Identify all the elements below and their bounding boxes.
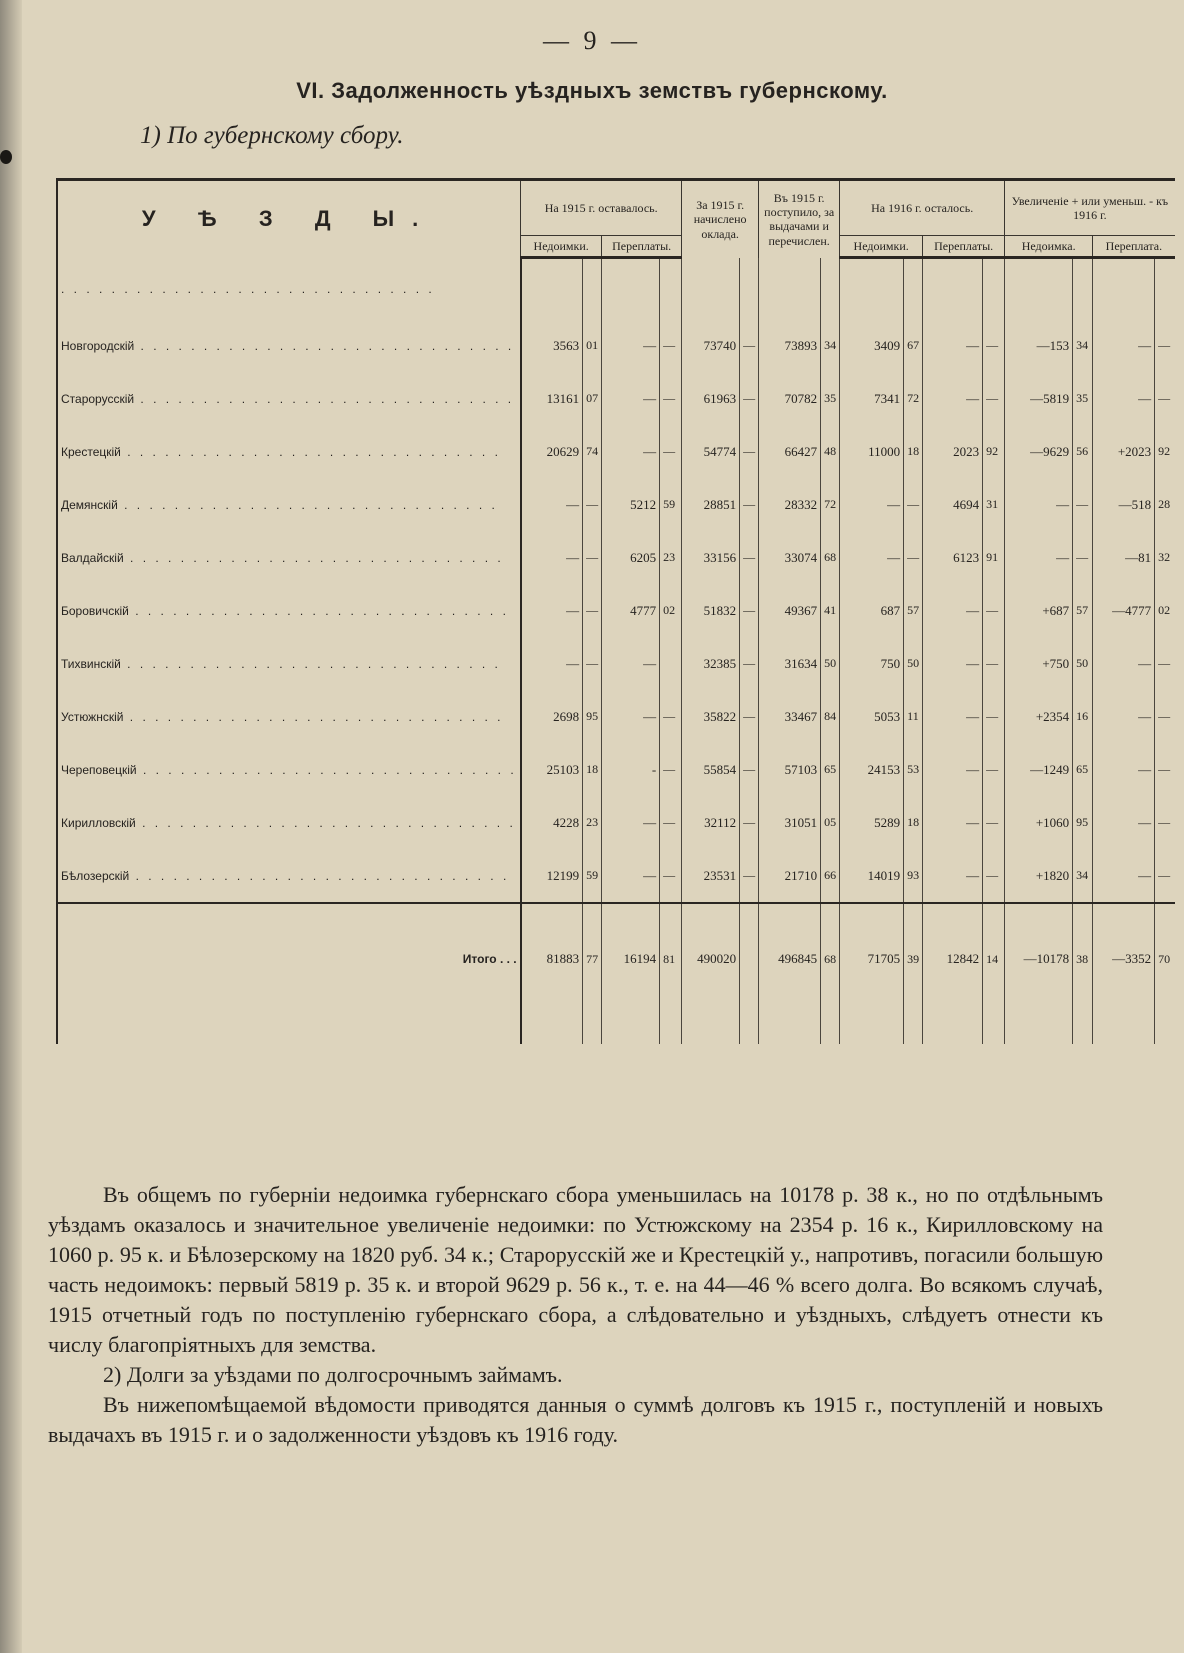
- cell-rubles: +2023: [1093, 425, 1155, 478]
- cell-rubles: 23531: [682, 849, 740, 903]
- cell-kopecks: —: [660, 796, 682, 849]
- cell-kopecks: 67: [904, 319, 923, 372]
- cell-kopecks: 14: [983, 903, 1005, 1014]
- cell-kopecks: 92: [1155, 425, 1175, 478]
- cell-rubles: 28332: [759, 478, 821, 531]
- table-row: [57, 690, 1175, 743]
- cell-kopecks: —: [983, 849, 1005, 903]
- cell-rubles: —: [602, 637, 660, 690]
- cell-kopecks: —: [660, 372, 682, 425]
- uezd-name: Валдайскій . . .: [57, 531, 521, 584]
- cell-rubles: 20629: [521, 425, 583, 478]
- cell-kopecks: —: [583, 584, 602, 637]
- cell-kopecks: 65: [821, 743, 840, 796]
- section-title: VI. Задолженность уѣздныхъ земствъ губернскому.: [296, 78, 888, 103]
- table-row: [57, 637, 1175, 690]
- cell-kopecks: 93: [904, 849, 923, 903]
- cell-rubles: 32112: [682, 796, 740, 849]
- cell-kopecks: 35: [821, 372, 840, 425]
- cell-rubles: 3409: [840, 319, 904, 372]
- cell-rubles: 16194: [602, 903, 660, 1014]
- cell-kopecks: —: [740, 743, 759, 796]
- cell-rubles: —: [521, 637, 583, 690]
- debt-table: [56, 178, 1175, 1044]
- cell-rubles: 21710: [759, 849, 821, 903]
- cell-kopecks: —: [740, 849, 759, 903]
- header-change: Увеличеніе + или уменьш. - къ 1916 г.: [1005, 180, 1175, 236]
- cell-rubles: 55854: [682, 743, 740, 796]
- cell-rubles: 31634: [759, 637, 821, 690]
- cell-kopecks: —: [983, 637, 1005, 690]
- cell-kopecks: 48: [821, 425, 840, 478]
- cell-rubles: 33074: [759, 531, 821, 584]
- cell-kopecks: —: [740, 531, 759, 584]
- cell-rubles: 6205: [602, 531, 660, 584]
- cell-rubles: —: [521, 584, 583, 637]
- cell-rubles: —: [923, 849, 983, 903]
- cell-kopecks: 57: [1073, 584, 1093, 637]
- summary-paragraph: Въ общемъ по губерніи недоимка губернскаго сбора уменьшилась на 10178 р. 38 к., но по отдѣльнымъ уѣздамъ оказалось и значительное увеличеніе недоимки: по Устюжскому на 2354 р. 16 к., Кирилловскому на 1060 р. 95 к. и Бѣлозерскому на 1820 руб. 34 к.; Старорусскій же и Крестецкій у., напротивъ, погасили большую часть недоимокъ: первый 5819 р. 35 к. и второй 9629 р. 56 к., т. е. на 44—46 % всего долга. Во всякомъ случаѣ, 1915 отчетный годъ по поступленію губернскаго сбора, а слѣдовательно и уѣздныхъ, слѣдуетъ отнести къ числу благопріятныхъ для земства.: [48, 1182, 1103, 1357]
- cell-rubles: —518: [1093, 478, 1155, 531]
- cell-rubles: 54774: [682, 425, 740, 478]
- cell-rubles: —: [923, 690, 983, 743]
- cell-kopecks: —: [983, 584, 1005, 637]
- cell-rubles: —: [1093, 849, 1155, 903]
- cell-kopecks: 35: [1073, 372, 1093, 425]
- table-row: [57, 796, 1175, 849]
- cell-kopecks: 91: [983, 531, 1005, 584]
- header-overpaid-change: Переплата.: [1093, 236, 1175, 258]
- cell-kopecks: 95: [1073, 796, 1093, 849]
- cell-rubles: —: [1093, 796, 1155, 849]
- table-spacer-row: [57, 258, 1175, 320]
- header-overpaid-1915: Переплаты.: [602, 236, 682, 258]
- cell-kopecks: —: [904, 478, 923, 531]
- cell-rubles: 5289: [840, 796, 904, 849]
- cell-rubles: —: [602, 372, 660, 425]
- cell-rubles: 11000: [840, 425, 904, 478]
- cell-kopecks: —: [983, 319, 1005, 372]
- cell-rubles: 61963: [682, 372, 740, 425]
- uezd-name: Демянскій . . .: [57, 478, 521, 531]
- cell-kopecks: —: [583, 478, 602, 531]
- cell-kopecks: [660, 637, 682, 690]
- cell-rubles: 2698: [521, 690, 583, 743]
- cell-kopecks: 77: [583, 903, 602, 1014]
- cell-kopecks: 34: [821, 319, 840, 372]
- cell-kopecks: 11: [904, 690, 923, 743]
- cell-rubles: 496845: [759, 903, 821, 1014]
- cell-kopecks: —: [1155, 796, 1175, 849]
- cell-rubles: 5212: [602, 478, 660, 531]
- cell-rubles: 5053: [840, 690, 904, 743]
- header-remained-1915: На 1915 г. оставалось.: [521, 180, 682, 236]
- cell-rubles: 12199: [521, 849, 583, 903]
- cell-kopecks: 07: [583, 372, 602, 425]
- cell-rubles: 71705: [840, 903, 904, 1014]
- cell-kopecks: —: [1155, 743, 1175, 796]
- cell-kopecks: 59: [583, 849, 602, 903]
- cell-rubles: —4777: [1093, 584, 1155, 637]
- cell-kopecks: 02: [660, 584, 682, 637]
- table-row: [57, 425, 1175, 478]
- cell-rubles: —: [1093, 372, 1155, 425]
- table-row: [57, 743, 1175, 796]
- header-arrear-change: Недоимка.: [1005, 236, 1093, 258]
- cell-kopecks: 50: [821, 637, 840, 690]
- cell-rubles: 57103: [759, 743, 821, 796]
- cell-kopecks: —: [740, 372, 759, 425]
- cell-kopecks: 72: [821, 478, 840, 531]
- subsection-title: 1) По губернскому сбору.: [140, 122, 404, 149]
- cell-rubles: 3563: [521, 319, 583, 372]
- cell-kopecks: —: [1073, 531, 1093, 584]
- cell-kopecks: 92: [983, 425, 1005, 478]
- cell-rubles: —: [521, 478, 583, 531]
- cell-rubles: —: [1005, 531, 1073, 584]
- cell-rubles: —: [602, 690, 660, 743]
- cell-rubles: 32385: [682, 637, 740, 690]
- cell-kopecks: 28: [1155, 478, 1175, 531]
- cell-rubles: 490020: [682, 903, 740, 1014]
- cell-kopecks: —: [740, 796, 759, 849]
- cell-kopecks: —: [740, 584, 759, 637]
- cell-rubles: —: [602, 796, 660, 849]
- cell-rubles: —: [1093, 690, 1155, 743]
- body-text: [48, 1180, 1103, 1450]
- cell-kopecks: 01: [583, 319, 602, 372]
- cell-rubles: —: [923, 637, 983, 690]
- cell-rubles: —: [923, 584, 983, 637]
- cell-rubles: 4777: [602, 584, 660, 637]
- cell-kopecks: 39: [904, 903, 923, 1014]
- cell-kopecks: —: [740, 690, 759, 743]
- cell-kopecks: 56: [1073, 425, 1093, 478]
- cell-kopecks: 41: [821, 584, 840, 637]
- cell-rubles: —: [1005, 478, 1073, 531]
- cell-kopecks: 72: [904, 372, 923, 425]
- cell-kopecks: —: [583, 531, 602, 584]
- cell-kopecks: —: [740, 478, 759, 531]
- cell-rubles: —: [1093, 319, 1155, 372]
- cell-kopecks: 53: [904, 743, 923, 796]
- page-number: — 9 —: [543, 26, 641, 55]
- cell-kopecks: —: [660, 319, 682, 372]
- cell-kopecks: —: [983, 690, 1005, 743]
- cell-rubles: 4228: [521, 796, 583, 849]
- cell-rubles: 750: [840, 637, 904, 690]
- table-bottom-row: [57, 1014, 1175, 1044]
- table-row: [57, 372, 1175, 425]
- uezd-name: Тихвинскій . . .: [57, 637, 521, 690]
- table-row: [57, 319, 1175, 372]
- table-row: [57, 531, 1175, 584]
- cell-kopecks: 23: [583, 796, 602, 849]
- cell-rubles: +1060: [1005, 796, 1073, 849]
- cell-kopecks: —: [1073, 478, 1093, 531]
- cell-kopecks: 18: [583, 743, 602, 796]
- cell-kopecks: 16: [1073, 690, 1093, 743]
- ink-blot: [0, 150, 12, 164]
- header-received-1915: Въ 1915 г. поступило, за выдачами и перечислен.: [759, 180, 840, 258]
- cell-kopecks: —: [1155, 372, 1175, 425]
- cell-rubles: 35822: [682, 690, 740, 743]
- cell-rubles: 70782: [759, 372, 821, 425]
- uezd-name: Итого . . .: [57, 903, 521, 1014]
- cell-rubles: +687: [1005, 584, 1073, 637]
- cell-rubles: +2354: [1005, 690, 1073, 743]
- uezd-name: Новгородскій . . .: [57, 319, 521, 372]
- cell-kopecks: 38: [1073, 903, 1093, 1014]
- uezd-name: Боровичскій . . .: [57, 584, 521, 637]
- cell-kopecks: 95: [583, 690, 602, 743]
- cell-kopecks: 31: [983, 478, 1005, 531]
- cell-kopecks: 18: [904, 796, 923, 849]
- header-overpaid-1916: Переплаты.: [923, 236, 1005, 258]
- cell-kopecks: 18: [904, 425, 923, 478]
- uezd-name: Череповецкій . . .: [57, 743, 521, 796]
- table-row: [57, 478, 1175, 531]
- header-uezd: У Ѣ З Д Ы.: [57, 180, 521, 258]
- cell-kopecks: 23: [660, 531, 682, 584]
- header-arrears-1916: Недоимки.: [840, 236, 923, 258]
- cell-kopecks: 84: [821, 690, 840, 743]
- cell-rubles: +1820: [1005, 849, 1073, 903]
- cell-kopecks: 34: [1073, 849, 1093, 903]
- cell-kopecks: —: [660, 743, 682, 796]
- loans-paragraph: Въ нижепомѣщаемой вѣдомости приводятся данныя о суммѣ долговъ къ 1915 г., поступленій и новыхъ выдачахъ въ 1915 г. и о задолженности уѣздовъ къ 1916 году.: [48, 1392, 1103, 1447]
- cell-rubles: 25103: [521, 743, 583, 796]
- cell-kopecks: —: [660, 690, 682, 743]
- cell-rubles: —: [602, 425, 660, 478]
- uezd-name: Старорусскій . . .: [57, 372, 521, 425]
- cell-rubles: 51832: [682, 584, 740, 637]
- cell-kopecks: —: [740, 425, 759, 478]
- cell-kopecks: 68: [821, 903, 840, 1014]
- cell-rubles: 12842: [923, 903, 983, 1014]
- cell-kopecks: 50: [904, 637, 923, 690]
- total-row: [57, 903, 1175, 1014]
- cell-rubles: —: [923, 372, 983, 425]
- cell-rubles: —: [923, 319, 983, 372]
- cell-kopecks: —: [983, 796, 1005, 849]
- cell-kopecks: —: [740, 637, 759, 690]
- cell-rubles: 66427: [759, 425, 821, 478]
- cell-kopecks: —: [1155, 637, 1175, 690]
- cell-kopecks: 34: [1073, 319, 1093, 372]
- cell-rubles: 687: [840, 584, 904, 637]
- header-assessed-1915: За 1915 г. начислено оклада.: [682, 180, 759, 258]
- cell-rubles: 24153: [840, 743, 904, 796]
- cell-kopecks: —: [1155, 849, 1175, 903]
- cell-kopecks: 32: [1155, 531, 1175, 584]
- cell-rubles: 33467: [759, 690, 821, 743]
- cell-kopecks: 66: [821, 849, 840, 903]
- cell-rubles: —153: [1005, 319, 1073, 372]
- cell-rubles: 13161: [521, 372, 583, 425]
- cell-rubles: 4694: [923, 478, 983, 531]
- table-row: [57, 849, 1175, 903]
- cell-rubles: 14019: [840, 849, 904, 903]
- cell-kopecks: —: [660, 849, 682, 903]
- cell-rubles: —: [840, 531, 904, 584]
- cell-rubles: -: [602, 743, 660, 796]
- cell-rubles: 49367: [759, 584, 821, 637]
- cell-rubles: —3352: [1093, 903, 1155, 1014]
- cell-kopecks: 05: [821, 796, 840, 849]
- cell-rubles: —: [602, 319, 660, 372]
- cell-rubles: 73740: [682, 319, 740, 372]
- cell-rubles: 28851: [682, 478, 740, 531]
- uezd-name: Устюжнскій . . .: [57, 690, 521, 743]
- cell-rubles: —: [521, 531, 583, 584]
- loans-subheading: 2) Долги за уѣздами по долгосрочнымъ займамъ.: [103, 1362, 563, 1387]
- header-arrears-1915: Недоимки.: [521, 236, 602, 258]
- uezd-name: Кирилловскій . . .: [57, 796, 521, 849]
- cell-kopecks: —: [1155, 690, 1175, 743]
- uezd-name: Бѣлозерскій . . .: [57, 849, 521, 903]
- cell-rubles: 73893: [759, 319, 821, 372]
- cell-kopecks: —: [1155, 319, 1175, 372]
- cell-rubles: 7341: [840, 372, 904, 425]
- cell-rubles: —: [840, 478, 904, 531]
- uezd-name: Крестецкій . . .: [57, 425, 521, 478]
- cell-kopecks: 70: [1155, 903, 1175, 1014]
- cell-kopecks: [740, 903, 759, 1014]
- cell-rubles: 31051: [759, 796, 821, 849]
- cell-kopecks: 68: [821, 531, 840, 584]
- cell-kopecks: 81: [660, 903, 682, 1014]
- cell-kopecks: —: [660, 425, 682, 478]
- cell-kopecks: 50: [1073, 637, 1093, 690]
- cell-rubles: 2023: [923, 425, 983, 478]
- cell-rubles: —10178: [1005, 903, 1073, 1014]
- cell-rubles: —: [923, 743, 983, 796]
- cell-rubles: —81: [1093, 531, 1155, 584]
- cell-rubles: —1249: [1005, 743, 1073, 796]
- cell-rubles: 81883: [521, 903, 583, 1014]
- cell-kopecks: 57: [904, 584, 923, 637]
- cell-kopecks: 59: [660, 478, 682, 531]
- cell-rubles: +750: [1005, 637, 1073, 690]
- cell-kopecks: 02: [1155, 584, 1175, 637]
- header-remained-1916: На 1916 г. осталось.: [840, 180, 1005, 236]
- cell-rubles: —5819: [1005, 372, 1073, 425]
- cell-rubles: 6123: [923, 531, 983, 584]
- cell-kopecks: —: [983, 372, 1005, 425]
- cell-rubles: —: [923, 796, 983, 849]
- cell-kopecks: 65: [1073, 743, 1093, 796]
- cell-kopecks: 74: [583, 425, 602, 478]
- cell-rubles: —9629: [1005, 425, 1073, 478]
- cell-rubles: 33156: [682, 531, 740, 584]
- cell-rubles: —: [1093, 637, 1155, 690]
- page-edge-shadow: [0, 0, 22, 1653]
- cell-kopecks: —: [904, 531, 923, 584]
- cell-rubles: —: [602, 849, 660, 903]
- cell-kopecks: —: [740, 319, 759, 372]
- cell-rubles: —: [1093, 743, 1155, 796]
- cell-kopecks: —: [583, 637, 602, 690]
- cell-kopecks: —: [983, 743, 1005, 796]
- table-row: [57, 584, 1175, 637]
